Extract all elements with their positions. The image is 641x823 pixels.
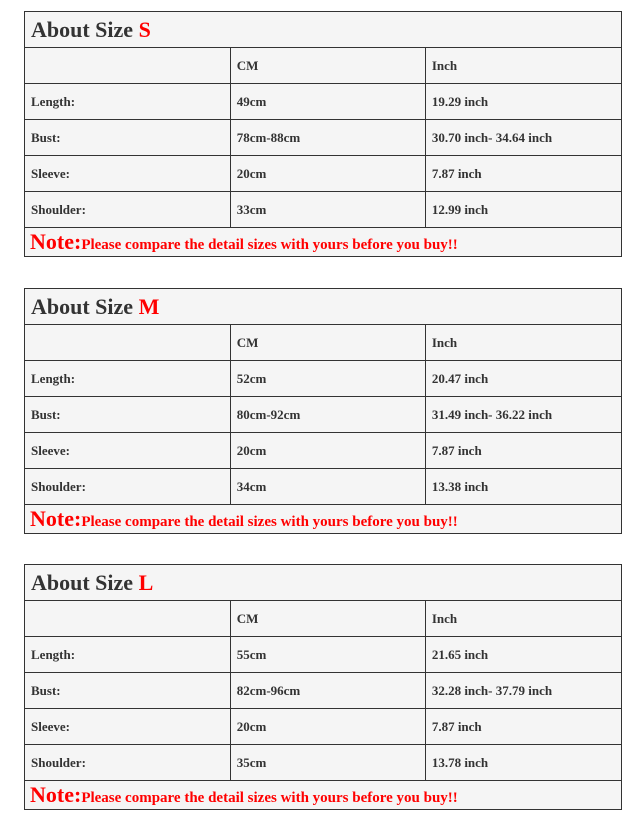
table-row	[25, 469, 622, 505]
row-inch-value: 31.49 inch- 36.22 inch	[425, 397, 621, 433]
header-blank-cell	[25, 48, 231, 84]
row-label: Sleeve:	[25, 433, 231, 469]
size-table-l	[24, 564, 622, 810]
row-cm-value: 80cm-92cm	[230, 397, 425, 433]
row-cm-value: 35cm	[230, 745, 425, 781]
row-inch-value: 13.38 inch	[425, 469, 621, 505]
row-label: Shoulder:	[25, 192, 231, 228]
table-title	[25, 289, 622, 325]
size-letter: M	[138, 293, 160, 319]
header-cm: CM	[230, 48, 425, 84]
header-row	[25, 48, 622, 84]
note-label: Note:	[30, 229, 82, 254]
row-label: Bust:	[25, 397, 231, 433]
table-row	[25, 120, 622, 156]
table-row	[25, 192, 622, 228]
row-inch-value: 30.70 inch- 34.64 inch	[425, 120, 621, 156]
row-cm-value: 34cm	[230, 469, 425, 505]
title-row	[25, 12, 622, 48]
note-row	[25, 781, 622, 810]
row-label: Sleeve:	[25, 156, 231, 192]
note-cell	[25, 505, 622, 534]
row-cm-value: 20cm	[230, 709, 425, 745]
note-text: Please compare the detail sizes with yours before you buy!!	[81, 237, 458, 253]
size-table-m	[24, 288, 622, 534]
row-label: Shoulder:	[25, 745, 231, 781]
table-row	[25, 397, 622, 433]
header-row	[25, 325, 622, 361]
row-cm-value: 49cm	[230, 84, 425, 120]
row-label: Bust:	[25, 120, 231, 156]
row-inch-value: 13.78 inch	[425, 745, 621, 781]
row-label: Length:	[25, 637, 231, 673]
title-text: About Size	[31, 16, 139, 42]
row-cm-value: 78cm-88cm	[230, 120, 425, 156]
row-inch-value: 7.87 inch	[425, 709, 621, 745]
note-text: Please compare the detail sizes with yours before you buy!!	[81, 790, 458, 806]
table-title	[25, 565, 622, 601]
row-cm-value: 20cm	[230, 156, 425, 192]
header-row	[25, 601, 622, 637]
header-inch: Inch	[425, 325, 621, 361]
table-row	[25, 745, 622, 781]
title-row	[25, 289, 622, 325]
note-label: Note:	[30, 782, 82, 807]
size-letter: L	[138, 569, 154, 595]
header-cm: CM	[230, 601, 425, 637]
note-row	[25, 505, 622, 534]
row-cm-value: 33cm	[230, 192, 425, 228]
row-inch-value: 21.65 inch	[425, 637, 621, 673]
note-row	[25, 228, 622, 257]
row-inch-value: 7.87 inch	[425, 156, 621, 192]
note-label: Note:	[30, 506, 82, 531]
table-row	[25, 361, 622, 397]
row-label: Length:	[25, 84, 231, 120]
title-text: About Size	[31, 293, 139, 319]
table-row	[25, 156, 622, 192]
table-title	[25, 12, 622, 48]
header-blank-cell	[25, 601, 231, 637]
header-blank-cell	[25, 325, 231, 361]
row-inch-value: 32.28 inch- 37.79 inch	[425, 673, 621, 709]
header-inch: Inch	[425, 601, 621, 637]
row-label: Bust:	[25, 673, 231, 709]
table-row	[25, 709, 622, 745]
title-text: About Size	[31, 569, 139, 595]
row-cm-value: 52cm	[230, 361, 425, 397]
size-letter: S	[138, 16, 151, 42]
header-inch: Inch	[425, 48, 621, 84]
table-row	[25, 433, 622, 469]
note-text: Please compare the detail sizes with yours before you buy!!	[81, 514, 458, 530]
row-label: Length:	[25, 361, 231, 397]
row-cm-value: 20cm	[230, 433, 425, 469]
row-label: Shoulder:	[25, 469, 231, 505]
note-cell	[25, 228, 622, 257]
table-row	[25, 84, 622, 120]
title-row	[25, 565, 622, 601]
header-cm: CM	[230, 325, 425, 361]
row-inch-value: 12.99 inch	[425, 192, 621, 228]
row-cm-value: 82cm-96cm	[230, 673, 425, 709]
note-cell	[25, 781, 622, 810]
table-row	[25, 637, 622, 673]
row-inch-value: 20.47 inch	[425, 361, 621, 397]
row-cm-value: 55cm	[230, 637, 425, 673]
table-row	[25, 673, 622, 709]
row-label: Sleeve:	[25, 709, 231, 745]
row-inch-value: 19.29 inch	[425, 84, 621, 120]
size-table-s	[24, 11, 622, 257]
row-inch-value: 7.87 inch	[425, 433, 621, 469]
